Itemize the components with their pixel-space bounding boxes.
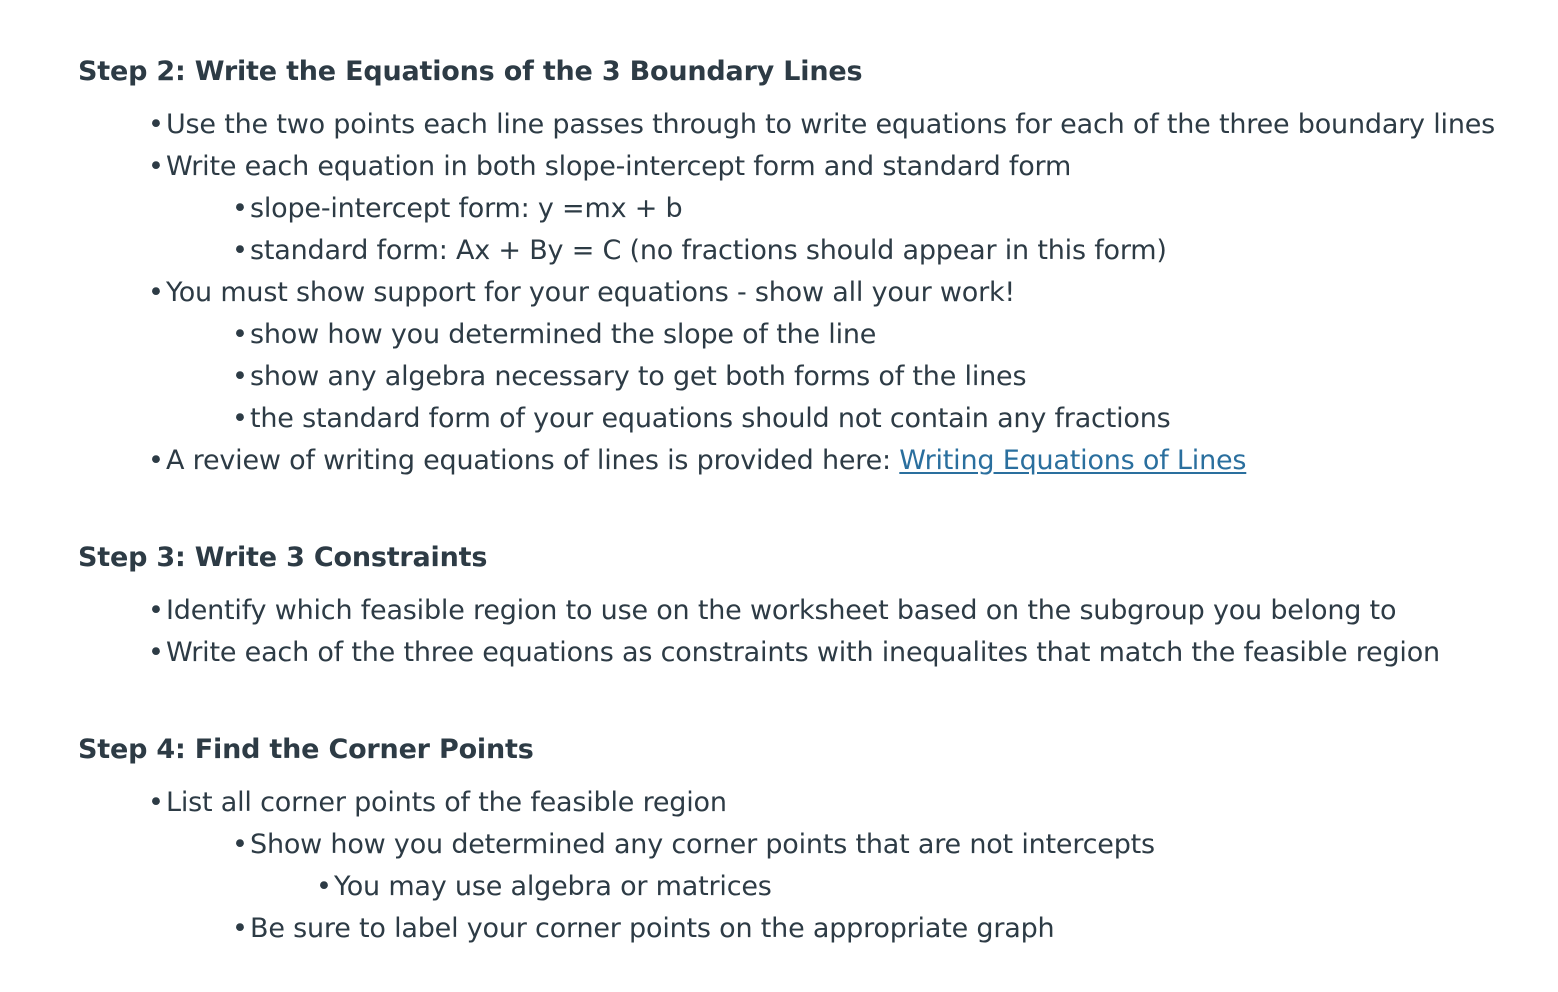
- list-item-text: You must show support for your equations - show all your work!: [166, 277, 1016, 308]
- step-4-heading: Step 4: Find the Corner Points: [78, 734, 534, 765]
- step-3-heading: Step 3: Write 3 Constraints: [78, 542, 488, 573]
- list-item-text: Be sure to label your corner points on the appropriate graph: [250, 913, 1055, 944]
- step-2-heading: Step 2: Write the Equations of the 3 Boundary Lines: [78, 56, 863, 87]
- list-item-text: slope-intercept form: y =mx + b: [250, 193, 683, 224]
- list-item-text: the standard form of your equations should not contain any fractions: [250, 403, 1171, 434]
- list-item-text: Write each of the three equations as constraints with inequalites that match the feasible region: [166, 637, 1440, 668]
- list-item-text: Use the two points each line passes through to write equations for each of the three boundary lines: [166, 109, 1496, 140]
- list-item: [78, 146, 1518, 188]
- list-item-text: Identify which feasible region to use on the worksheet based on the subgroup you belong to: [166, 595, 1397, 626]
- list-item: [78, 824, 1518, 866]
- list-item-text: show how you determined the slope of the line: [250, 319, 877, 350]
- list-item-text: List all corner points of the feasible region: [166, 787, 727, 818]
- list-item: [78, 398, 1518, 440]
- writing-equations-link[interactable]: Writing Equations of Lines: [899, 445, 1247, 476]
- list-item: [78, 314, 1518, 356]
- step-3-list: [78, 590, 1518, 674]
- list-item-text: Write each equation in both slope-intercept form and standard form: [166, 151, 1072, 182]
- list-item-text: You may use algebra or matrices: [334, 871, 772, 902]
- list-item: [78, 272, 1518, 314]
- step-2-list: [78, 104, 1518, 482]
- list-item-text: Show how you determined any corner points that are not intercepts: [250, 829, 1155, 860]
- step-2-section: [78, 52, 1518, 482]
- list-item: [78, 782, 1518, 824]
- step-4-list: [78, 782, 1518, 950]
- list-item: [78, 356, 1518, 398]
- step-3-section: [78, 538, 1518, 674]
- list-item: [78, 104, 1518, 146]
- list-item: [78, 188, 1518, 230]
- list-item: [78, 632, 1518, 674]
- list-item-text: standard form: Ax + By = C (no fractions should appear in this form): [250, 235, 1167, 266]
- list-item: [78, 866, 1518, 908]
- list-item-text: show any algebra necessary to get both forms of the lines: [250, 361, 1027, 392]
- list-item-text: A review of writing equations of lines is provided here:: [166, 445, 900, 476]
- step-4-section: [78, 730, 1518, 950]
- list-item: [78, 590, 1518, 632]
- list-item: [78, 908, 1518, 950]
- list-item: [78, 230, 1518, 272]
- list-item: [78, 440, 1518, 482]
